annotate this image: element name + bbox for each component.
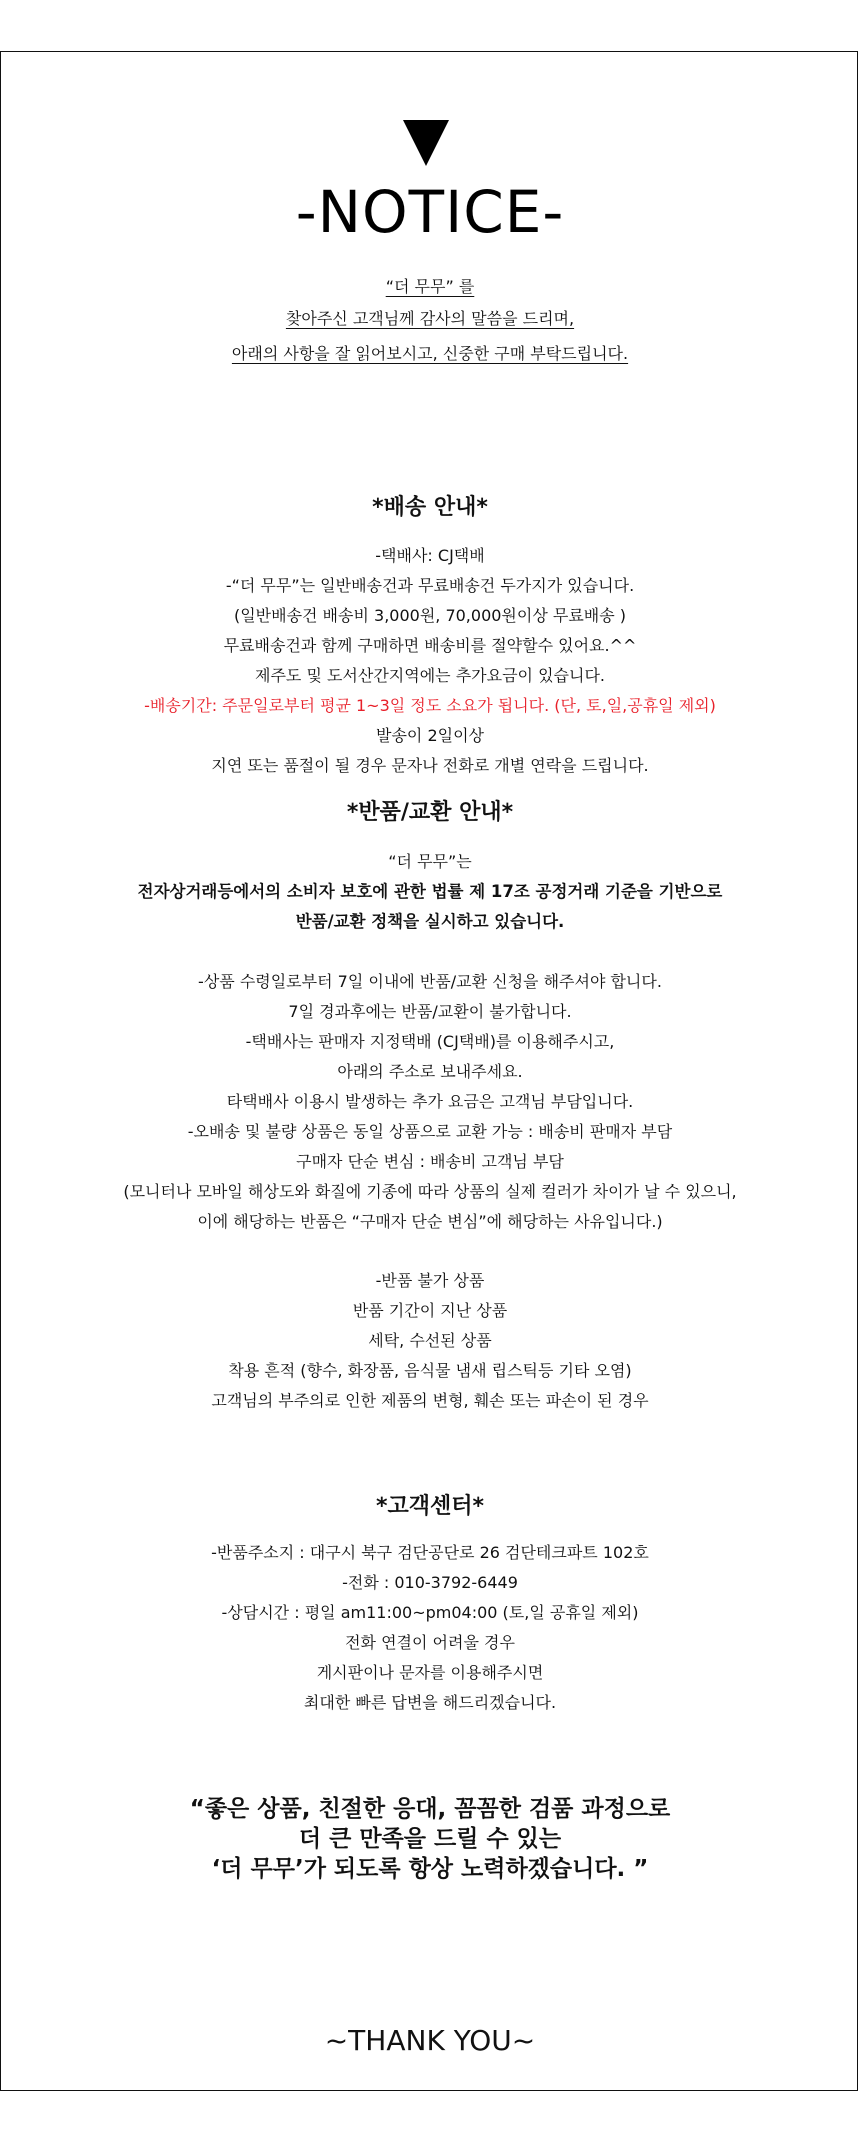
returns-line: (모니터나 모바일 해상도와 화질에 기종에 따라 상품의 실제 컬러가 차이가 날 수 있으니, xyxy=(123,1182,737,1201)
customer-center-line: 전화 연결이 어려울 경우 xyxy=(345,1633,515,1652)
customer-center-line: -상담시간 : 평일 am11:00~pm04:00 (토,일 공휴일 제외) xyxy=(221,1603,639,1622)
returns-line: 타택배사 이용시 발생하는 추가 요금은 고객님 부담입니다. xyxy=(226,1092,634,1111)
customer-center-line: 게시판이나 문자를 이용해주시면 xyxy=(316,1663,544,1682)
intro-line: “더 무무” 를 xyxy=(385,277,475,296)
returns-policy-line: 전자상거래등에서의 소비자 보호에 관한 법률 제 17조 공정거래 기준을 기반으로 xyxy=(137,882,723,901)
customer-center-line: -전화 : 010-3792-6449 xyxy=(342,1573,518,1592)
returns-policy-line: “더 무무”는 xyxy=(388,852,472,871)
no-return-line: 세탁, 수선된 상품 xyxy=(368,1331,492,1350)
down-triangle-icon xyxy=(403,120,449,166)
shipping-line: 지연 또는 품절이 될 경우 문자나 전화로 개별 연락을 드립니다. xyxy=(211,756,649,775)
shipping-line: 발송이 2일이상 xyxy=(375,726,484,745)
shipping-line: (일반배송건 배송비 3,000원, 70,000원이상 무료배송 ) xyxy=(233,606,627,625)
thank-you-text: ~THANK YOU~ xyxy=(324,2024,536,2057)
returns-line: -택배사는 판매자 지정택배 (CJ택배)를 이용해주시고, xyxy=(245,1032,615,1051)
no-return-line: 고객님의 부주의로 인한 제품의 변형, 훼손 또는 파손이 된 경우 xyxy=(211,1391,649,1410)
intro-line: 찾아주신 고객님께 감사의 말씀을 드리며, xyxy=(285,309,575,328)
no-return-line: 반품 기간이 지난 상품 xyxy=(352,1301,508,1320)
customer-center-heading: *고객센터* xyxy=(375,1494,485,1519)
closing-quote-line: ‘더 무무’가 되도록 항상 노력하겠습니다. ” xyxy=(211,1856,649,1882)
shipping-line: -“더 무무”는 일반배송건과 무료배송건 두가지가 있습니다. xyxy=(225,576,635,595)
returns-line: 이에 해당하는 반품은 “구매자 단순 변심”에 해당하는 사유입니다.) xyxy=(197,1212,663,1231)
returns-policy-line: 반품/교환 정책을 실시하고 있습니다. xyxy=(295,912,565,931)
returns-line: 아래의 주소로 보내주세요. xyxy=(337,1062,523,1081)
closing-quote-line: 더 큰 만족을 드릴 수 있는 xyxy=(298,1826,562,1852)
intro-line: 아래의 사항을 잘 읽어보시고, 신중한 구매 부탁드립니다. xyxy=(231,344,629,363)
customer-center-line: -반품주소지 : 대구시 북구 검단공단로 26 검단테크파트 102호 xyxy=(211,1543,649,1562)
returns-line: 구매자 단순 변심 : 배송비 고객님 부담 xyxy=(296,1152,564,1171)
customer-center-line: 최대한 빠른 답변을 해드리겠습니다. xyxy=(303,1693,557,1712)
returns-line: -상품 수령일로부터 7일 이내에 반품/교환 신청을 해주셔야 합니다. xyxy=(198,972,662,991)
returns-line: -오배송 및 불량 상품은 동일 상품으로 교환 가능 : 배송비 판매자 부담 xyxy=(187,1122,673,1141)
shipping-line: -택배사: CJ택배 xyxy=(375,546,485,565)
no-return-line: 착용 흔적 (향수, 화장품, 음식물 냄새 립스틱등 기타 오염) xyxy=(228,1361,632,1380)
closing-quote-line: “좋은 상품, 친절한 응대, 꼼꼼한 검품 과정으로 xyxy=(189,1796,671,1822)
shipping-heading: *배송 안내* xyxy=(372,495,488,520)
no-return-line: -반품 불가 상품 xyxy=(375,1271,485,1290)
shipping-period-line: -배송기간: 주문일로부터 평균 1~3일 정도 소요가 됩니다. (단, 토,일,공휴일 제외) xyxy=(144,696,716,715)
shipping-line: 제주도 및 도서산간지역에는 추가요금이 있습니다. xyxy=(254,666,605,685)
returns-heading: *반품/교환 안내* xyxy=(346,800,514,825)
returns-line: 7일 경과후에는 반품/교환이 불가합니다. xyxy=(288,1002,572,1021)
shipping-line: 무료배송건과 함께 구매하면 배송비를 절약할수 있어요.^^ xyxy=(223,636,637,655)
notice-title: -NOTICE- xyxy=(295,178,565,246)
